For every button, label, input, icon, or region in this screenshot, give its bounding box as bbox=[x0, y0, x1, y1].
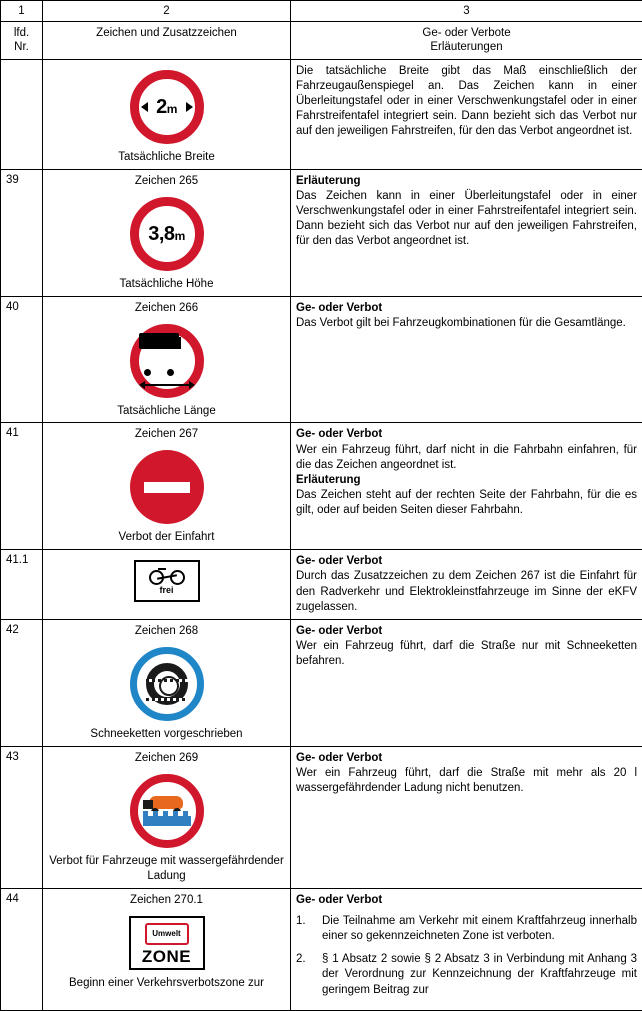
sign-cell bbox=[43, 888, 291, 1010]
arrow-left-icon bbox=[139, 381, 145, 389]
description-paragraph: Das Zeichen steht auf der rechten Seite der Fahrbahn, für die es gilt, oder auf beiden Seiten dieser Fahrbahn. bbox=[296, 488, 637, 518]
row-number: 41.1 bbox=[1, 550, 43, 620]
table-row bbox=[1, 59, 642, 169]
description-cell bbox=[291, 296, 642, 423]
description-paragraph: Durch das Zusatzzeichen zu dem Zeichen 267 ist die Einfahrt für den Radverkehr und Elektrokleinstfahrzeuge im Sinne der eKFV zugelassen. bbox=[296, 569, 637, 615]
table-row bbox=[1, 550, 642, 620]
sign-value-text: frei bbox=[159, 586, 173, 595]
water-waves-icon bbox=[143, 814, 191, 826]
truck-cab-icon bbox=[169, 337, 181, 349]
sign-cell bbox=[43, 296, 291, 423]
bicycle-seat-icon bbox=[158, 568, 166, 570]
tank-icon bbox=[149, 796, 183, 809]
description-cell bbox=[291, 423, 642, 550]
list-item-text: § 1 Absatz 2 sowie § 2 Absatz 3 in Verbindung mit Anhang 3 der Verordnung zur Kennzeichnung der Kraftfahrzeuge mit geringem Beitrag zur bbox=[322, 952, 637, 998]
description-heading: Erläuterung bbox=[296, 174, 637, 189]
sign-title: Zeichen 265 bbox=[48, 174, 285, 189]
sign-cell bbox=[43, 746, 291, 888]
round-prohibition-sign-icon bbox=[130, 70, 204, 144]
table-row bbox=[1, 746, 642, 888]
description-heading: Ge- oder Verbot bbox=[296, 554, 637, 569]
round-prohibition-sign-icon bbox=[130, 324, 204, 398]
table-header-titles-row bbox=[1, 22, 642, 60]
sign-caption: Schneeketten vorgeschrieben bbox=[48, 727, 285, 742]
list-item bbox=[296, 914, 637, 944]
sign-caption: Tatsächliche Länge bbox=[48, 404, 285, 419]
sign-cell bbox=[43, 620, 291, 747]
table-row bbox=[1, 423, 642, 550]
zone-word-text: ZONE bbox=[142, 948, 191, 965]
description-cell bbox=[291, 169, 642, 296]
round-prohibition-sign-icon bbox=[130, 197, 204, 271]
sign-graphic-water-hazard bbox=[48, 768, 285, 850]
sign-caption: Verbot für Fahrzeuge mit wassergefährdender Ladung bbox=[48, 854, 285, 884]
row-number: 42 bbox=[1, 620, 43, 747]
table-header-numbers-row bbox=[1, 1, 642, 22]
sign-graphic-height-limit bbox=[48, 191, 285, 273]
row-number: 39 bbox=[1, 169, 43, 296]
description-heading: Erläuterung bbox=[296, 473, 637, 488]
header-col1-title-line2: Nr. bbox=[6, 40, 37, 54]
sign-graphic-no-entry bbox=[48, 444, 285, 526]
snow-chains-sign-icon bbox=[130, 647, 204, 721]
sign-title: Zeichen 268 bbox=[48, 624, 285, 639]
header-col1-number: 1 bbox=[1, 1, 43, 22]
header-col3-number: 3 bbox=[291, 1, 642, 22]
description-cell bbox=[291, 620, 642, 747]
description-heading: Ge- oder Verbot bbox=[296, 301, 637, 316]
description-heading: Ge- oder Verbot bbox=[296, 427, 637, 442]
list-item-number: 2. bbox=[296, 952, 322, 998]
header-col1-title bbox=[1, 22, 43, 60]
sign-caption: Tatsächliche Breite bbox=[48, 150, 285, 165]
header-col3-title-line1: Ge- oder Verbote bbox=[296, 26, 637, 40]
arrow-right-icon bbox=[186, 102, 193, 112]
sign-cell bbox=[43, 550, 291, 620]
table-row bbox=[1, 888, 642, 1010]
description-paragraph: Das Verbot gilt bei Fahrzeugkombinationen für die Gesamtlänge. bbox=[296, 316, 637, 331]
sign-caption: Beginn einer Verkehrsverbotszone zur bbox=[48, 976, 285, 991]
arrow-left-icon bbox=[141, 102, 148, 112]
header-col2-number: 2 bbox=[43, 1, 291, 22]
row-number: 40 bbox=[1, 296, 43, 423]
description-heading: Ge- oder Verbot bbox=[296, 751, 637, 766]
header-col3-title-line2: Erläuterungen bbox=[296, 40, 637, 54]
row-number: 44 bbox=[1, 888, 43, 1010]
description-cell bbox=[291, 59, 642, 169]
chain-band-icon bbox=[146, 679, 188, 682]
row-number bbox=[1, 59, 43, 169]
no-entry-sign-icon bbox=[130, 450, 204, 524]
sign-title: Zeichen 266 bbox=[48, 301, 285, 316]
row-number: 41 bbox=[1, 423, 43, 550]
sign-cell bbox=[43, 59, 291, 169]
white-bar-icon bbox=[144, 482, 190, 493]
description-cell bbox=[291, 550, 642, 620]
sign-graphic-bicycle-free bbox=[48, 554, 285, 604]
sign-graphic-length-limit bbox=[48, 318, 285, 400]
sign-title: Zeichen 270.1 bbox=[48, 893, 285, 908]
description-paragraph: Wer ein Fahrzeug führt, darf die Straße mit mehr als 20 l wassergefährdender Ladung nicht benutzen. bbox=[296, 766, 637, 796]
sign-title: Zeichen 267 bbox=[48, 427, 285, 442]
header-col1-title-line1: lfd. bbox=[6, 26, 37, 40]
arrow-right-icon bbox=[189, 381, 195, 389]
sign-caption: Verbot der Einfahrt bbox=[48, 530, 285, 545]
description-cell bbox=[291, 746, 642, 888]
description-heading: Ge- oder Verbot bbox=[296, 624, 637, 639]
description-paragraph: Wer ein Fahrzeug führt, darf die Straße nur mit Schneeketten befahren. bbox=[296, 639, 637, 669]
description-cell bbox=[291, 888, 642, 1010]
umwelt-badge: Umwelt bbox=[145, 923, 189, 945]
bicycle-icon bbox=[149, 568, 185, 585]
description-heading: Ge- oder Verbot bbox=[296, 893, 637, 908]
sign-title: Zeichen 269 bbox=[48, 751, 285, 766]
sign-caption: Tatsächliche Höhe bbox=[48, 277, 285, 292]
sign-graphic-environmental-zone bbox=[48, 910, 285, 972]
sign-value-text: 3,8m bbox=[148, 224, 184, 244]
header-col3-title bbox=[291, 22, 642, 60]
list-item-text: Die Teilnahme am Verkehr mit einem Kraftfahrzeug innerhalb einer so gekennzeichneten Zone ist verboten. bbox=[322, 914, 637, 944]
header-col2-title: Zeichen und Zusatzzeichen bbox=[43, 22, 291, 60]
description-paragraph: Die tatsächliche Breite gibt das Maß einschließlich der Fahrzeugaußenspiegel an. Das Zeichen kann in einer Überleitungstafel oder in einer Verschwenkungstafel oder in einer Fahrstreifentafel integriert sein. Dann bezieht sich das Verbot nur auf den jeweiligen Fahrstreifen, für den das Verbot angeordnet ist. bbox=[296, 64, 637, 140]
supplementary-sign-icon bbox=[134, 560, 200, 602]
description-paragraph: Wer ein Fahrzeug führt, darf nicht in die Fahrbahn einfahren, für die das Zeichen angeordnet ist. bbox=[296, 443, 637, 473]
bicycle-wheel-icon bbox=[170, 570, 185, 585]
numbered-list bbox=[296, 914, 637, 998]
truck-cab-icon bbox=[143, 800, 153, 809]
truck-wheel-icon bbox=[144, 369, 151, 376]
sign-graphic-width-limit bbox=[48, 64, 285, 146]
sign-value-text: 2m bbox=[156, 97, 177, 117]
list-item-number: 1. bbox=[296, 914, 322, 944]
row-number: 43 bbox=[1, 746, 43, 888]
list-item bbox=[296, 952, 637, 998]
length-measure-line-icon bbox=[141, 384, 193, 386]
environmental-zone-sign-icon bbox=[129, 916, 205, 970]
sign-graphic-snow-chains bbox=[48, 641, 285, 723]
chain-band-icon bbox=[146, 698, 188, 701]
sign-cell bbox=[43, 169, 291, 296]
tanker-truck-icon bbox=[143, 794, 191, 828]
truck-wheel-icon bbox=[167, 369, 174, 376]
sign-cell bbox=[43, 423, 291, 550]
description-paragraph: Das Zeichen kann in einer Überleitungstafel oder in einer Verschwenkungstafel oder in einer Fahrstreifentafel integriert sein. Dann bezieht sich das Verbot nur auf den jeweiligen Fahrstreifen, für den das Verbot angeordnet ist. bbox=[296, 189, 637, 250]
water-hazard-sign-icon bbox=[130, 774, 204, 848]
table-row bbox=[1, 169, 642, 296]
table-row bbox=[1, 296, 642, 423]
tyre-icon bbox=[146, 663, 188, 705]
table-row bbox=[1, 620, 642, 747]
